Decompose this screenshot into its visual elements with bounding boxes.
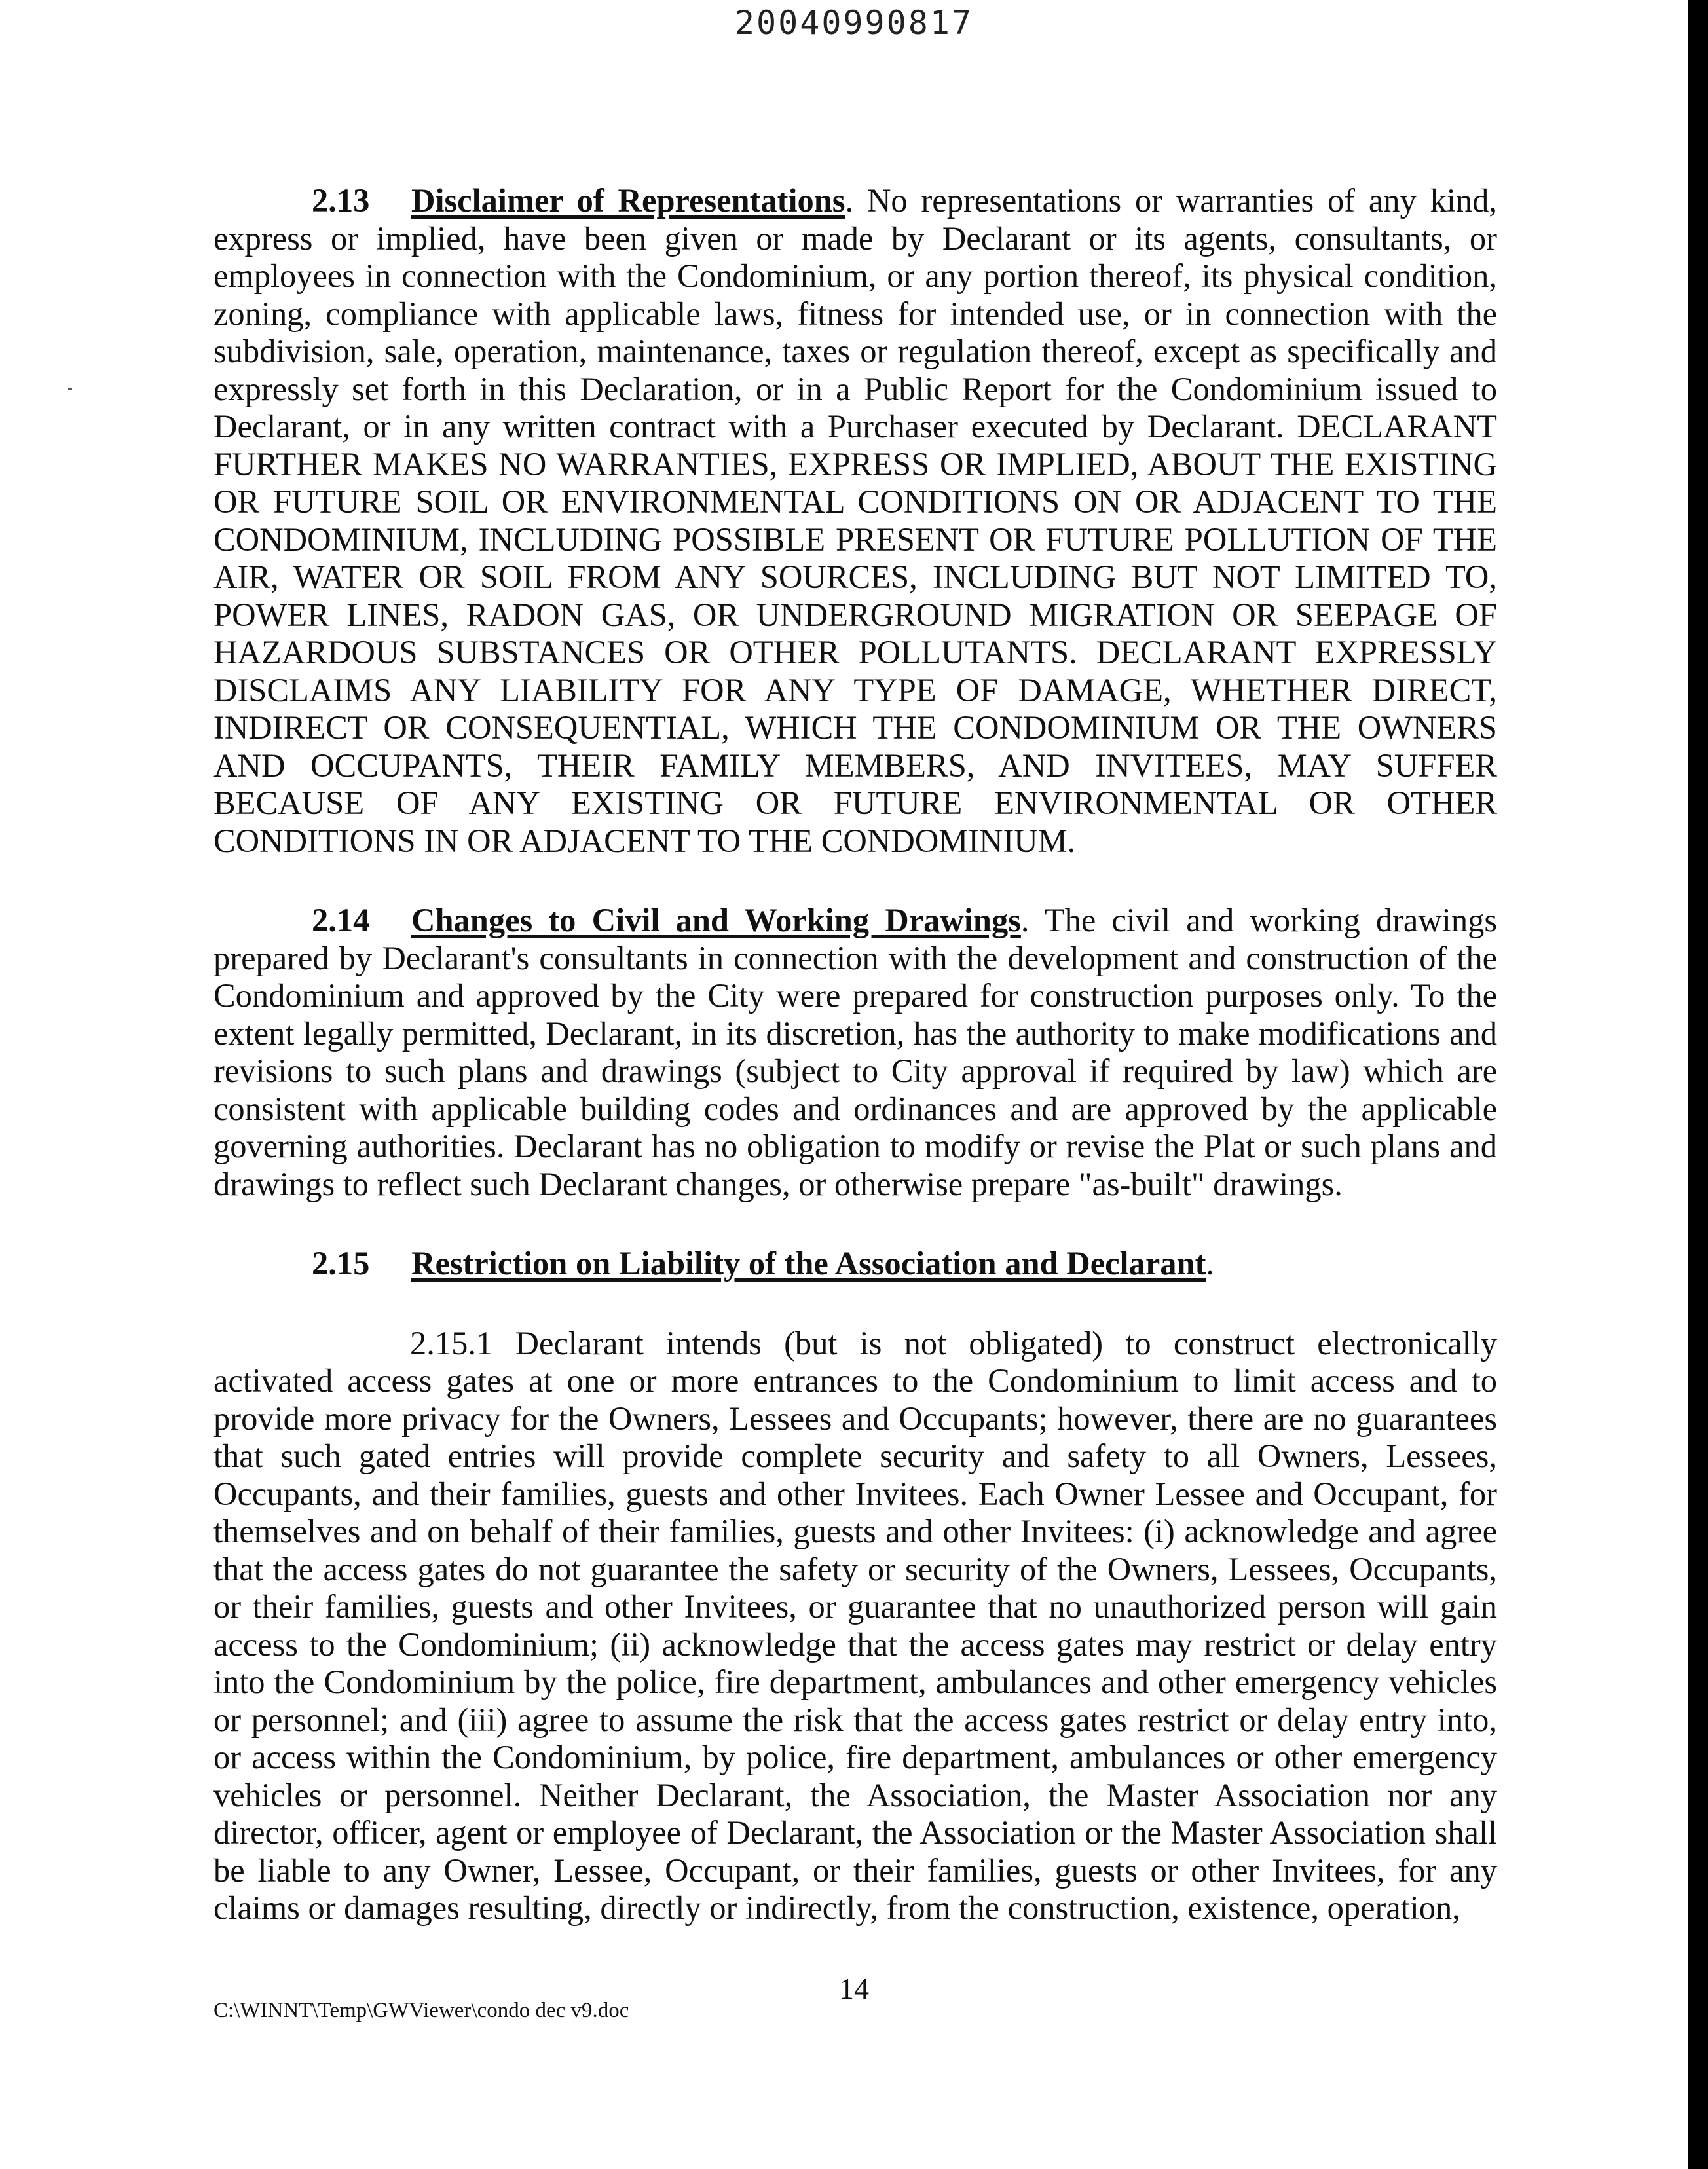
file-path-footer: C:\WINNT\Temp\GWViewer\condo dec v9.doc (214, 1999, 629, 2022)
scan-edge-border (1688, 0, 1708, 2169)
section-title-period: . (1206, 1245, 1215, 1282)
section-title-period: . (1020, 902, 1030, 938)
section-text: No representations or warranties of any kind, express or implied, have been given or made by Declarant or its agents, consultants, or employees in connection with the Condominium, or any portion thereof, its physical condition, zoning, compliance with applicable laws, fitness for intended use, or in connection with the subdivision, sale, operation, maintenance, taxes or regulation thereof, except as specifically and expressly set forth in this Declaration, or in a Public Report for the Condominium issued to Declarant, or in any written contract with a Purchaser executed by Declarant. DECLARANT FURTHER MAKES NO WARRANTIES, EXPRESS OR IMPLIED, ABOUT THE EXISTING OR FUTURE SOIL OR ENVIRONMENTAL CONDITIONS ON OR ADJACENT TO THE CONDOMINIUM, INCLUDING POSSIBLE PRESENT OR FUTURE POLLUTION OF THE AIR, WATER OR SOIL FROM ANY SOURCES, INCLUDING BUT NOT LIMITED TO, POWER LINES, RADON GAS, OR UNDERGROUND MIGRATION OR SEEPAGE OF HAZARDOUS SUBSTANCES OR OTHER POLLUTANTS. DECLARANT EXPRESSLY DISCLAIMS ANY LIABILITY FOR ANY TYPE OF DAMAGE, WHETHER DIRECT, INDIRECT OR CONSEQUENTIAL, WHICH THE CONDOMINIUM OR THE OWNERS AND OCCUPANTS, THEIR FAMILY MEMBERS, AND INVITEES, MAY SUFFER BECAUSE OF ANY EXISTING OR FUTURE ENVIRONMENTAL OR OTHER CONDITIONS IN OR ADJACENT TO THE CONDOMINIUM. (214, 182, 1498, 859)
document-body (214, 182, 1497, 1927)
subsection-text: 2.15.1 Declarant intends (but is not obligated) to construct electronically activated access gates at one or more entrances to the Condominium to limit access and to provide more privacy for the Owners, Lessees and Occupants; however, there are no guarantees that such gated entries will provide complete security and safety to all Owners, Lessees, Occupants, and their families, guests and other Invitees. Each Owner Lessee and Occupant, for themselves and on behalf of their families, guests and other Invitees: (i) acknowledge and agree that the access gates do not guarantee the safety or security of the Owners, Lessees, Occupants, or their families, guests and other Invitees, or guarantee that no unauthorized person will gain access to the Condominium; (ii) acknowledge that the access gates may restrict or delay entry into the Condominium by the police, fire department, ambulances and other emergency vehicles or personnel; and (iii) agree to assume the risk that the access gates restrict or delay entry into, or access within the Condominium, by police, fire department, ambulances or other emergency vehicles or personnel. Neither Declarant, the Association, the Master Association nor any director, officer, agent or employee of Declarant, the Association or the Master Association shall be liable to any Owner, Lessee, Occupant, or their families, guests or other Invitees, for any claims or damages resulting, directly or indirectly, from the construction, existence, operation, (214, 1324, 1497, 1926)
section-title: Changes to Civil and Working Drawings (411, 902, 1021, 938)
scan-speck (68, 388, 72, 390)
section-number: 2.13 (312, 182, 370, 219)
section-text: The civil and working drawings prepared by Declarant's consultants in connection with the development and construction of the Condominium and approved by the City were prepared for construction purposes only. To the extent legally permitted, Declarant, in its discretion, has the authority to make modifications and revisions to such plans and drawings (subject to City approval if required by law) which are consistent with applicable building codes and ordinances and are approved by the applicable governing authorities. Declarant has no obligation to modify or revise the Plat or such plans and drawings to reflect such Declarant changes, or otherwise prepare "as-built" drawings. (214, 902, 1497, 1202)
subsection-2-15-1 (214, 1325, 1497, 1927)
section-2-13 (214, 182, 1497, 860)
section-2-15-heading (214, 1245, 1497, 1283)
section-number: 2.14 (312, 902, 370, 938)
section-number: 2.15 (312, 1245, 370, 1282)
page-number: 14 (839, 1972, 869, 2005)
section-title-period: . (845, 182, 854, 219)
section-title: Restriction on Liability of the Association and Declarant (411, 1245, 1206, 1282)
section-2-14 (214, 902, 1497, 1203)
section-title: Disclaimer of Representations (411, 182, 845, 219)
document-recording-number: 20040990817 (734, 4, 974, 42)
